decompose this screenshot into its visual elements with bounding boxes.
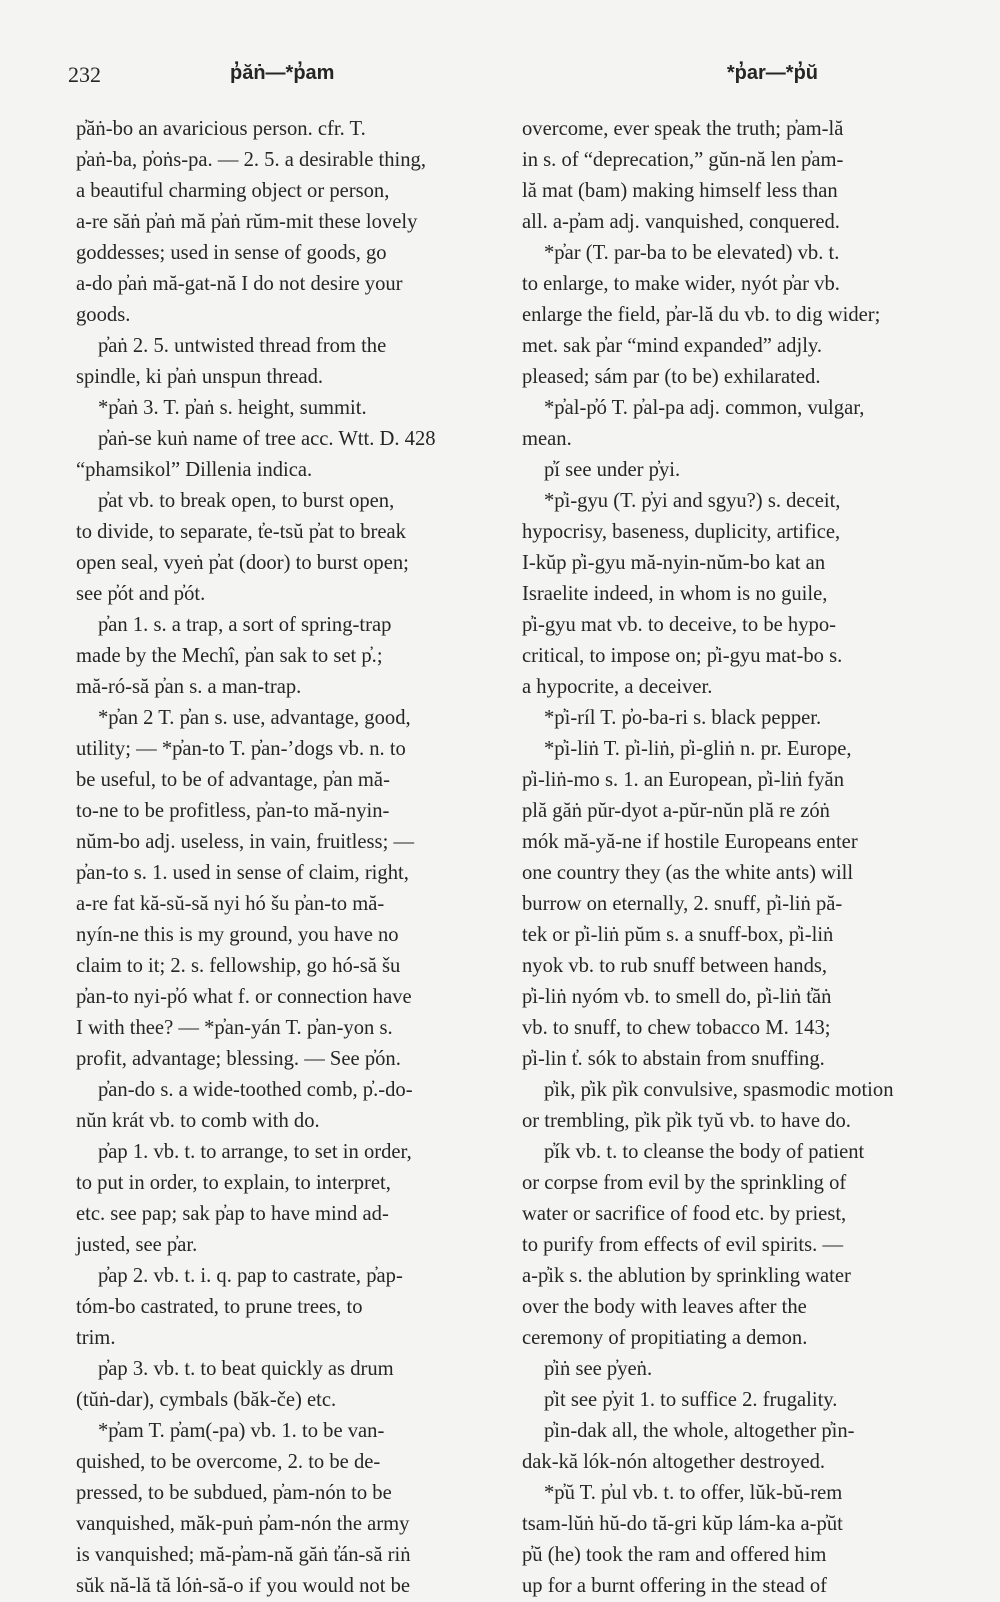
right-column-line: met. sak p̓ar “mind expanded” adjly. [522,335,823,357]
right-column-line: *p̓ŭ T. p̓ul vb. t. to offer, lŭk-bŭ-rem [544,1482,843,1504]
right-column [522,114,946,1602]
left-column-line: p̓aṅ 2. 5. untwisted thread from the [98,335,387,357]
page-number: 232 [68,62,101,87]
right-column-line: *p̓al-p̓ó T. p̓al-pa adj. common, vulgar, [544,397,865,419]
left-column-line: a-do p̓aṅ mă-gat-nă I do not desire your [76,273,403,295]
right-column-line: Israelite indeed, in whom is no guile, [522,583,828,605]
left-column-line: p̓an-to nyi-p̓ó what f. or connection have [76,986,412,1008]
right-column-line: p̓í see under p̓yi. [544,459,681,481]
right-column-line: p̓ŭ (he) took the ram and offered him [522,1544,827,1566]
right-column-line: plă găṅ pŭr-dyot a-pŭr-nŭn plă re zóṅ [522,800,830,822]
right-column-line: water or sacrifice of food etc. by priest, [522,1203,847,1225]
right-column-line: pleased; sám par (to be) exhilarated. [522,366,821,388]
left-column-line: “phamsikol” Dillenia indica. [76,459,313,481]
left-column-line: p̓aṅ-se kuṅ name of tree acc. Wtt. D. 428 [98,428,436,450]
left-column-line: p̓ap 2. vb. t. i. q. pap to castrate, p̓ap- [98,1265,403,1287]
left-column-line: trim. [76,1327,116,1349]
right-column-line: vb. to snuff, to chew tobacco M. 143; [522,1017,831,1039]
right-column-line: hypocrisy, baseness, duplicity, artifice, [522,521,841,543]
right-column-line: *p̓i-liṅ T. p̓i-liṅ, p̓i-gliṅ n. pr. Europe, [544,738,852,760]
left-column-line: nyín-ne this is my ground, you have no [76,924,399,946]
left-column-line: to divide, to separate, t̓e-tsŭ p̓at to break [76,521,406,543]
left-column-line: made by the Mechî, p̓an sak to set p̓.; [76,645,383,667]
left-column-line: p̓ap 1. vb. t. to arrange, to set in order, [98,1141,412,1163]
right-column-line: p̓ik, p̓ik p̓ik convulsive, spasmodic motion [544,1079,894,1101]
left-column-line: sŭk nă-lă tă lóṅ-să-o if you would not be [76,1575,411,1597]
right-column-line: a hypocrite, a deceiver. [522,676,713,698]
right-column-line: p̓iṅ see p̓yeṅ. [544,1358,653,1380]
right-column-line: *p̓i-ríl T. p̓o-ba-ri s. black pepper. [544,707,822,729]
left-guide-word: p̓ăṅ—*p̓am [230,62,335,84]
right-column-line: mók mă-yă-ne if hostile Europeans enter [522,831,858,853]
left-column-line: tóm-bo castrated, to prune trees, to [76,1296,363,1318]
left-column-line: p̓an-do s. a wide-toothed comb, p̓.-do- [98,1079,413,1101]
right-column-line: nyok vb. to rub snuff between hands, [522,955,828,977]
right-column-line: p̓i-lin t̓. sók to abstain from snuffing. [522,1048,825,1070]
right-column-line: I-kŭp p̓i-gyu mă-nyin-nŭm-bo kat an [522,552,826,574]
left-column-line: p̓ăṅ-bo an avaricious person. cfr. T. [76,118,366,140]
left-column-line: goddesses; used in sense of goods, go [76,242,387,264]
left-column-line: mă-ró-să p̓an s. a man-trap. [76,676,302,698]
right-column-line: up for a burnt offering in the stead of [522,1575,828,1597]
right-column-line: p̓i-liṅ-mo s. 1. an European, p̓i-liṅ fyăn [522,769,844,791]
running-header [68,62,948,92]
left-column-line: a-re săṅ p̓aṅ mă p̓aṅ rŭm-mit these lovely [76,211,418,233]
right-column-line: *p̓i-gyu (T. p̓yi and sgyu?) s. deceit, [544,490,841,512]
right-column-line: to purify from effects of evil spirits. — [522,1234,844,1256]
left-column-line: pressed, to be subdued, p̓am-nón to be [76,1482,392,1504]
right-column-line: p̓ík vb. t. to cleanse the body of patient [544,1141,865,1163]
left-column-line: p̓at vb. to break open, to burst open, [98,490,395,512]
left-column-line: open seal, vyeṅ p̓at (door) to burst open; [76,552,409,574]
left-column-line: *p̓an 2 T. p̓an s. use, advantage, good, [98,707,411,729]
left-column-line: nŭm-bo adj. useless, in vain, fruitless; — [76,831,415,853]
right-column-line: tek or p̓i-liṅ pŭm s. a snuff-box, p̓i-liṅ [522,924,834,946]
right-column-line: overcome, ever speak the truth; p̓am-lă [522,118,844,140]
left-column-line: be useful, to be of advantage, p̓an mă- [76,769,390,791]
right-column-line: mean. [522,428,572,450]
left-column-line: etc. see pap; sak p̓ap to have mind ad- [76,1203,389,1225]
left-column-line: spindle, ki p̓aṅ unspun thread. [76,366,324,388]
left-column-line: (tŭṅ-dar), cymbals (băk-če) etc. [76,1389,337,1411]
right-column-line: p̓i-liṅ nyóm vb. to smell do, p̓i-liṅ t̓ăṅ [522,986,832,1008]
left-column-line: p̓an-to s. 1. used in sense of claim, right, [76,862,409,884]
left-column-line: a-re fat kă-sŭ-să nyi hó šu p̓an-to mă- [76,893,385,915]
left-column-line: *p̓aṅ 3. T. p̓aṅ s. height, summit. [98,397,367,419]
right-column-line: p̓i-gyu mat vb. to deceive, to be hypo- [522,614,836,636]
left-column-line: p̓ap 3. vb. t. to beat quickly as drum [98,1358,394,1380]
right-column-line: burrow on eternally, 2. snuff, p̓i-liṅ pă- [522,893,843,915]
right-column-line: *p̓ar (T. par-ba to be elevated) vb. t. [544,242,840,264]
right-column-line: ceremony of propitiating a demon. [522,1327,808,1349]
right-column-line: a-p̓ik s. the ablution by sprinkling water [522,1265,851,1287]
right-column-line: dak-kă lók-nón altogether destroyed. [522,1451,826,1473]
right-guide-word: *p̓ar—*p̓ŭ [726,62,818,84]
right-column-line: to enlarge, to make wider, nyót p̓ar vb. [522,273,840,295]
left-column-line: *p̓am T. p̓am(-pa) vb. 1. to be van- [98,1420,385,1442]
left-column-line: I with thee? — *p̓an-yán T. p̓an-yon s. [76,1017,393,1039]
right-column-line: over the body with leaves after the [522,1296,807,1318]
right-column-line: tsam-lŭṅ hŭ-do tă-gri kŭp lám-ka a-p̓ŭt [522,1513,843,1535]
right-column-line: or trembling, p̓ik p̓ik tyŭ vb. to have do. [522,1110,851,1132]
right-column-line: p̓in-dak all, the whole, altogether p̓in- [544,1420,855,1442]
right-column-line: in s. of “deprecation,” gŭn-nă len p̓am- [522,149,844,171]
left-column-line: p̓an 1. s. a trap, a sort of spring-trap [98,614,392,636]
left-column-line: to put in order, to explain, to interpret, [76,1172,391,1194]
left-column-line: is vanquished; mă-p̓am-nă găṅ t̓án-să riṅ [76,1544,411,1566]
right-column-line: one country they (as the white ants) will [522,862,854,884]
right-column-line: p̓it see p̓yit 1. to suffice 2. frugality. [544,1389,838,1411]
left-column-line: claim to it; 2. s. fellowship, go hó-să šu [76,955,401,977]
left-column-line: see p̓ót and p̓ót. [76,583,206,605]
left-column-line: to-ne to be profitless, p̓an-to mă-nyin- [76,800,390,822]
left-column-line: quished, to be overcome, 2. to be de- [76,1451,381,1473]
left-column-line: goods. [76,304,131,326]
left-column-line: justed, see p̓ar. [76,1234,198,1256]
right-column-line: or corpse from evil by the sprinkling of [522,1172,847,1194]
right-column-line: all. a-p̓am adj. vanquished, conquered. [522,211,840,233]
left-column-line: p̓aṅ-ba, p̓oṅs-pa. — 2. 5. a desirable thing, [76,149,427,171]
left-column-line: profit, advantage; blessing. — See p̓ón. [76,1048,401,1070]
left-column [76,114,500,1602]
left-column-line: vanquished, măk-puṅ p̓am-nón the army [76,1513,410,1535]
right-column-line: critical, to impose on; p̓i-gyu mat-bo s. [522,645,843,667]
right-column-line: enlarge the field, p̓ar-lă du vb. to dig wider; [522,304,881,326]
left-column-line: a beautiful charming object or person, [76,180,390,202]
right-column-line: lă mat (bam) making himself less than [522,180,838,202]
left-column-line: utility; — *p̓an-to T. p̓an-’dogs vb. n. to [76,738,406,760]
left-column-line: nŭn krát vb. to comb with do. [76,1110,320,1132]
